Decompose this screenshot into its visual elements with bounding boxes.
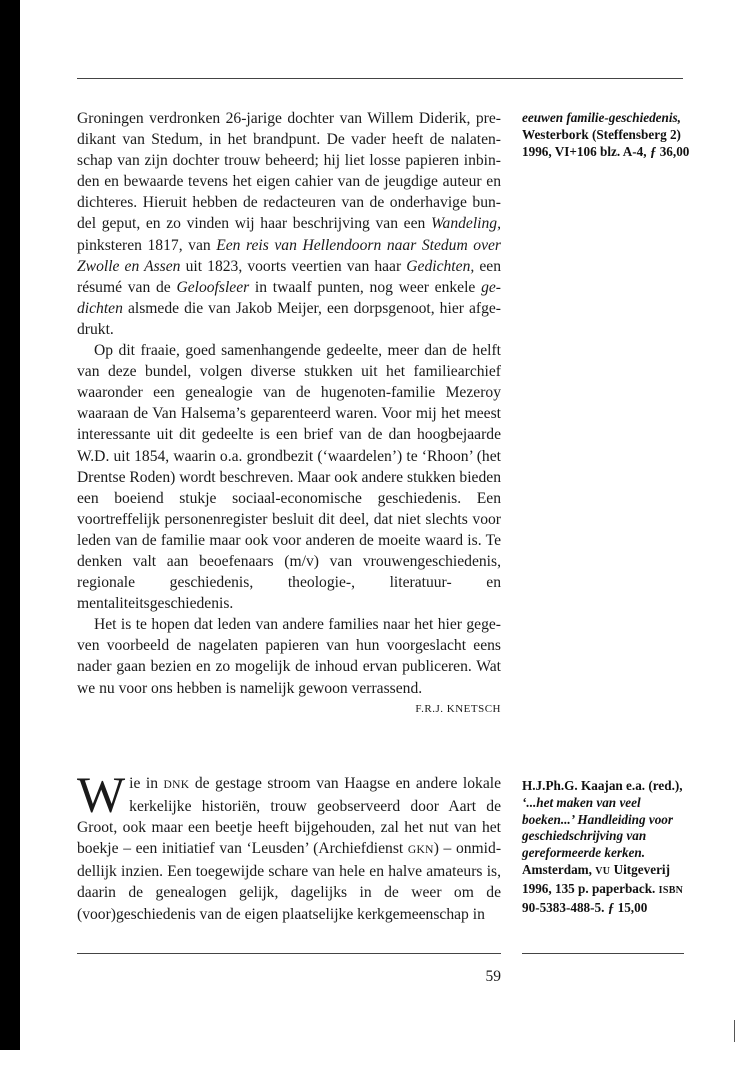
text-run: Westerbork (Steffensberg 2) 1996, VI+106 blz. A-4,: [522, 126, 681, 159]
text-run: Het is te hopen dat leden van andere families naar het hier gegeven voorbeeld de nagelaten papieren van hun voorgeslacht eens nader gaan bezien en zo mogelijk de inhoud ervan publiceren. Wat we nu voor ons hebben is namelijk gewoon verrassend.: [77, 616, 501, 697]
drop-cap: W: [77, 768, 126, 824]
text-run: Op dit fraaie, goed samenhangende gedeelte, meer dan de helft van deze bundel, volgen diverse stukken uit het familiearchief waaronder een genealogie van de hugenoten-familie Mezeroy waaraan de Van Halsema’s geparenteerd waren. Voor mij het meest interessante uit dit gedeelte is een brief van de dan hoogbejaarde W.D. uit 1854, waarin o.a. grondbezit (‘waardelen’) te ‘Rhoon’ (het Drentse Roden) wordt beschreven. Maar ook andere stukken bieden een boeiend stukje sociaal-economische geschiedenis. Een voortreffelijk personenregister besluit dit deel, dat niet slechts voor leden van de familie maar ook voor anderen de moeite waard is. Te denken valt aan beoefenaars (m/v) van vrouwengeschiedenis, regionale geschiedenis, theologie-, literatuur- en mentaliteitsgeschiedenis.: [77, 342, 501, 613]
page-number: 59: [485, 968, 501, 985]
text-run: Uitgeverij 1996, 135 p. paperback.: [522, 861, 670, 896]
text-run: een résumé van de: [77, 257, 502, 296]
italic-text-run: Wandeling,: [430, 215, 501, 233]
text-run: alsmede die van Jakob Meijer, een dorpsgenoot, hier afgedrukt.: [77, 299, 501, 338]
review2-body: [77, 768, 502, 923]
scan-edge-mark: [734, 1020, 735, 1042]
italic-text-run: ƒ: [649, 143, 657, 159]
review1-paragraph: [77, 108, 501, 340]
text-run: ie in: [129, 775, 164, 792]
small-caps-text-run: DNK: [163, 779, 190, 791]
text-run: de gestage stroom van Haagse en andere lokale kerkelijke historiën, trouw geobserveerd door Aart de Groot, ook maar een beetje heeft bijgehouden, zal het nut van het boekje – een initiatief van ‘Leusden’ (Archiefdienst: [77, 775, 501, 858]
italic-text-run: Geloofsleer: [176, 278, 250, 296]
top-rule: [77, 78, 683, 79]
bottom-rule-side: [522, 953, 684, 954]
book-reference-2: [522, 778, 690, 916]
review-continued-text: [77, 108, 501, 720]
text-run: ) – onmiddellijk inzien. Een toegewijde schare van hele en halve amateurs is, daarin de genealogen gelijk, dagelijks in de weer om de (voor)geschiedenis van de eigen plaatselijke kerkgemeenschap in: [77, 840, 502, 923]
small-caps-text-run: VU: [595, 865, 611, 877]
text-run: Amsterdam,: [522, 861, 596, 877]
text-run: H.J.Ph.G. Kaajan e.a. (red.),: [522, 778, 683, 793]
italic-text-run: eeuwen familie-geschiedenis,: [522, 110, 681, 125]
book-reference-1: [522, 110, 690, 160]
review1-paragraph: [77, 614, 501, 698]
italic-text-run: Gedichten,: [406, 257, 475, 275]
text-run: 36,00: [656, 143, 690, 159]
text-run: pinksteren 1817, van: [77, 236, 217, 254]
text-run: uit 1823, voorts veertien van haar: [180, 257, 407, 275]
review1-paragraph: [77, 340, 501, 614]
text-run: Groningen verdronken 26-jarige dochter van Willem Diderik, predikant van Stedum, in het brandpunt. De vader heeft de nalatenschap van zijn dochter trouw beheerd; hij liet losse papieren inbinden en bewaarde tevens het eigen cahier van de jeugdige auteur en dichteres. Hieruit hebben de redacteuren van de onderhavige bundel geput, en zo vinden wij haar beschrijving van een: [77, 110, 501, 233]
text-run: 15,00: [614, 899, 648, 915]
text-run: in twaalf punten, nog weer enkele: [249, 278, 482, 296]
small-caps-text-run: GKN: [407, 844, 434, 857]
small-caps-text-run: ISBN: [658, 884, 684, 896]
scan-edge-bar: [0, 0, 20, 1050]
review-2-text: [77, 768, 502, 925]
italic-text-run: ‘...het maken van veel boeken...’ Handleiding voor geschiedschrijving van gereformeerde kerken.: [522, 794, 674, 861]
italic-text-run: gedichten: [77, 278, 501, 317]
review-signature: F.R.J. KNETSCH: [415, 702, 501, 715]
italic-text-run: Een reis van Hellendoorn naar Stedum over Zwolle en Assen: [77, 236, 501, 275]
bottom-rule-main: [77, 953, 501, 954]
text-run: 90-5383-488-5.: [522, 899, 608, 915]
italic-text-run: ƒ: [607, 899, 615, 915]
